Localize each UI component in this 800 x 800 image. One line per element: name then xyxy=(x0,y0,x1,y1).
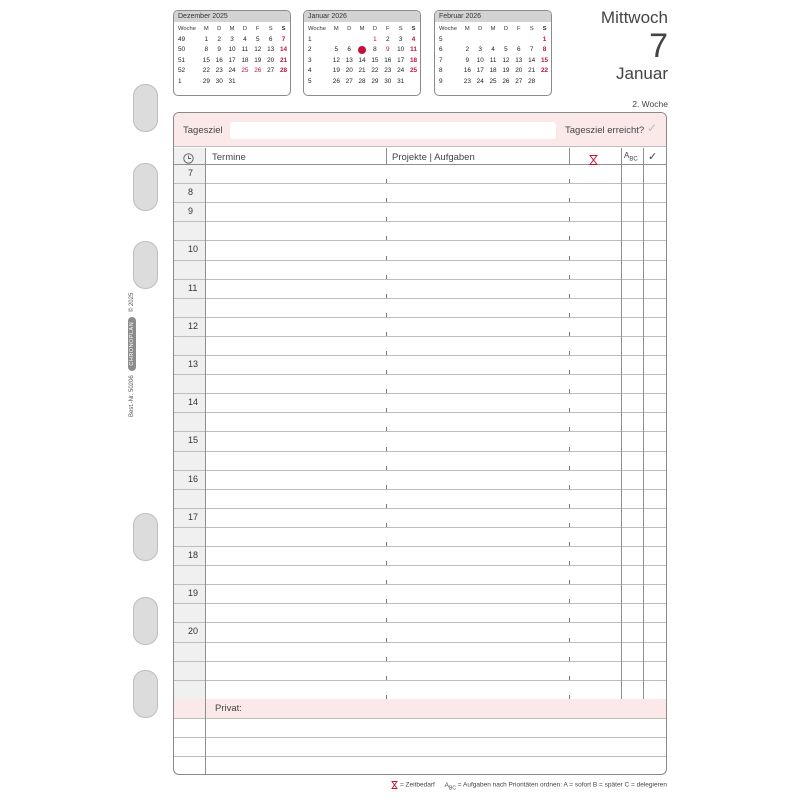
projects-header: Projekte | Aufgaben xyxy=(392,152,475,163)
calendar-header-cell: F xyxy=(517,26,521,33)
order-number: Best.-Nr. 50206 xyxy=(129,375,135,417)
calendar-day: 3 xyxy=(230,36,234,44)
column-tick xyxy=(569,485,570,489)
calendar-day: 6 xyxy=(347,46,351,54)
calendar-day: 28 xyxy=(358,77,366,85)
row-line xyxy=(174,298,667,299)
calendar-week-number: 51 xyxy=(178,56,186,64)
column-tick xyxy=(386,294,387,298)
private-row-line xyxy=(174,756,667,757)
clock-icon xyxy=(183,151,194,169)
calendar-day: 4 xyxy=(243,36,247,44)
column-tick xyxy=(386,256,387,260)
calendar-day: 13 xyxy=(267,46,275,54)
calendar-header-cell: Woche xyxy=(308,26,326,33)
calendar-day: 22 xyxy=(540,67,549,75)
calendar-day: 2 xyxy=(465,46,470,54)
column-tick xyxy=(569,370,570,374)
calendar-header-cell: M xyxy=(490,26,496,33)
row-line xyxy=(174,565,667,566)
calendar-day: 23 xyxy=(384,67,392,75)
column-tick xyxy=(386,236,387,240)
mini-calendar-title: Januar 2026 xyxy=(304,11,420,22)
row-line xyxy=(174,260,667,261)
column-tick xyxy=(386,427,387,431)
hour-label: 17 xyxy=(188,511,199,522)
column-tick xyxy=(386,485,387,489)
calendar-day: 28 xyxy=(279,67,288,75)
calendar-week-number: 1 xyxy=(178,77,182,85)
calendar-day: 14 xyxy=(358,56,366,64)
side-print xyxy=(128,293,136,417)
calendar-day: 24 xyxy=(476,77,484,85)
row-line xyxy=(174,431,667,432)
calendar-day xyxy=(499,34,512,44)
mini-calendar-title: Dezember 2025 xyxy=(174,11,290,22)
hour-label: 14 xyxy=(188,397,199,408)
calendar-header-cell: M xyxy=(464,26,470,33)
calendar-week-number: 6 xyxy=(439,46,443,54)
calendar-day: 23 xyxy=(463,77,471,85)
time-need-column-divider xyxy=(569,148,570,164)
calendar-day: 10 xyxy=(476,56,484,64)
calendar-day xyxy=(277,76,290,86)
calendar-day: 26 xyxy=(254,67,262,75)
calendar-day: 21 xyxy=(528,67,536,75)
done-column-divider xyxy=(643,148,644,699)
calendar-header-cell: D xyxy=(503,26,508,33)
row-line xyxy=(174,412,667,413)
calendar-header-cell: M xyxy=(229,26,235,33)
calendar-header-cell: S xyxy=(529,26,534,33)
goal-achieved-label: Tagesziel erreicht? xyxy=(565,125,645,136)
calendar-day: 5 xyxy=(334,46,339,54)
calendar-day: 27 xyxy=(345,77,353,85)
calendar-header-cell: S xyxy=(398,26,403,33)
column-tick xyxy=(386,179,387,183)
calendar-day: 3 xyxy=(478,46,482,54)
calendar-header-cell: D xyxy=(372,26,378,33)
calendar-day xyxy=(474,34,487,44)
calendar-header-cell: M xyxy=(203,26,209,33)
calendar-week-number: 3 xyxy=(308,56,312,64)
row-line xyxy=(174,508,667,509)
column-tick xyxy=(386,676,387,680)
calendar-day: 4 xyxy=(491,46,495,54)
calendar-day xyxy=(487,34,500,44)
hour-label: 20 xyxy=(188,626,199,637)
calendar-day: 5 xyxy=(504,46,508,54)
calendar-today-marker xyxy=(356,45,369,55)
column-tick xyxy=(386,332,387,336)
calendar-day: 17 xyxy=(476,67,484,75)
row-line xyxy=(174,603,667,604)
calendar-header-cell: D xyxy=(217,26,222,33)
calendar-header-cell: S xyxy=(268,26,273,33)
calendar-header-cell: S xyxy=(411,26,416,33)
calendar-day: 12 xyxy=(254,46,262,54)
row-line xyxy=(174,527,667,528)
hour-label: 7 xyxy=(188,168,194,178)
row-line xyxy=(174,661,667,662)
calendar-day: 16 xyxy=(215,56,223,64)
abc-header: $A_{BC}$ xyxy=(624,151,638,163)
punch-hole xyxy=(133,670,158,718)
column-tick xyxy=(569,599,570,603)
calendar-day xyxy=(538,76,551,86)
calendar-day xyxy=(264,76,277,86)
column-tick xyxy=(569,217,570,221)
calendar-day: 31 xyxy=(228,77,236,85)
calendar-day xyxy=(512,34,525,44)
hour-label: 13 xyxy=(188,359,199,369)
calendar-day: 20 xyxy=(267,56,275,64)
row-line xyxy=(174,279,667,280)
daily-goal-label: Tagesziel xyxy=(183,125,223,136)
hour-label: 15 xyxy=(188,435,199,446)
hour-label: 16 xyxy=(188,473,199,484)
column-tick xyxy=(386,657,387,661)
column-tick xyxy=(386,275,387,279)
column-tick xyxy=(386,599,387,603)
calendar-header-cell: M xyxy=(359,26,365,33)
column-tick xyxy=(386,618,387,622)
punch-hole xyxy=(133,163,158,211)
private-label: Privat: xyxy=(215,702,242,714)
row-line xyxy=(174,317,667,318)
column-tick xyxy=(569,236,570,240)
calendar-day: 17 xyxy=(228,56,236,64)
calendar-week-number: 9 xyxy=(439,77,443,85)
calendar-day: 16 xyxy=(384,56,392,64)
column-tick xyxy=(569,542,570,546)
calendar-day: 22 xyxy=(371,67,379,75)
calendar-day: 7 xyxy=(281,36,286,44)
calendar-day: 20 xyxy=(515,67,523,75)
abc-icon: $A_{BC}$ xyxy=(444,781,456,792)
today-dot-icon xyxy=(358,46,366,54)
calendar-day: 26 xyxy=(332,77,340,85)
calendar-day: 14 xyxy=(279,46,288,54)
calendar-day: 23 xyxy=(215,67,223,75)
row-line xyxy=(174,393,667,394)
calendar-day: 9 xyxy=(465,56,470,64)
calendar-day: 8 xyxy=(204,46,209,54)
calendar-header-cell: M xyxy=(333,26,339,33)
calendar-day xyxy=(407,76,420,86)
time-legend: = Zeitbedarf xyxy=(399,781,435,789)
calendar-day: 11 xyxy=(410,46,417,54)
calendar-day xyxy=(461,34,474,44)
hour-label: 12 xyxy=(188,320,199,331)
punch-hole xyxy=(133,513,158,561)
calendar-day: 7 xyxy=(529,46,534,54)
abc-column-divider xyxy=(621,148,622,699)
hourglass-icon xyxy=(391,781,398,789)
column-tick xyxy=(386,389,387,393)
calendar-week-number: 5 xyxy=(308,77,312,85)
calendar-header-cell: S xyxy=(542,26,547,33)
calendar-day: 12 xyxy=(332,56,340,64)
calendar-day: 11 xyxy=(489,56,497,64)
calendar-day: 1 xyxy=(542,36,547,44)
week-label: 2. Woche xyxy=(632,99,668,109)
mini-calendar-grid xyxy=(178,24,290,86)
calendar-day: 29 xyxy=(202,77,210,85)
column-tick xyxy=(386,561,387,565)
daily-goal-band xyxy=(174,113,666,147)
calendar-day: 26 xyxy=(502,77,510,85)
column-tick xyxy=(569,504,570,508)
calendar-day: 19 xyxy=(502,67,510,75)
day-number: 7 xyxy=(649,27,668,65)
calendar-day xyxy=(238,76,251,86)
column-tick xyxy=(569,561,570,565)
calendar-day: 20 xyxy=(345,67,353,75)
calendar-day: 19 xyxy=(254,56,262,64)
calendar-day: 19 xyxy=(332,67,340,75)
calendar-day: 30 xyxy=(215,77,223,85)
row-line xyxy=(174,470,667,471)
calendar-day: 28 xyxy=(528,77,536,85)
calendar-day: 30 xyxy=(384,77,392,85)
calendar-header-cell: D xyxy=(478,26,483,33)
row-line xyxy=(174,221,667,222)
column-tick xyxy=(569,408,570,412)
calendar-header-cell: S xyxy=(281,26,286,33)
calendar-day: 24 xyxy=(228,67,236,75)
column-tick xyxy=(386,542,387,546)
calendar-day: 25 xyxy=(241,67,249,75)
calendar-day: 15 xyxy=(371,56,379,64)
hour-label: 9 xyxy=(188,206,194,217)
calendar-week-number: 8 xyxy=(439,67,443,75)
row-line xyxy=(174,202,667,203)
goal-achieved-check-icon[interactable]: ✓ xyxy=(647,121,658,135)
daily-goal-field[interactable] xyxy=(230,122,556,139)
calendar-day: 3 xyxy=(398,36,403,44)
calendar-day: 11 xyxy=(241,46,249,54)
column-tick xyxy=(569,275,570,279)
footer-legend xyxy=(391,781,667,791)
calendar-day xyxy=(343,34,356,44)
hourglass-icon xyxy=(589,152,598,170)
calendar-day: 4 xyxy=(411,36,416,44)
column-tick xyxy=(569,198,570,202)
calendar-day: 2 xyxy=(386,36,390,44)
calendar-week-number: 2 xyxy=(308,46,312,54)
row-line xyxy=(174,680,667,681)
calendar-day: 8 xyxy=(373,46,377,54)
calendar-week-number: 52 xyxy=(178,67,186,75)
calendar-day: 6 xyxy=(268,36,273,44)
hour-label: 8 xyxy=(188,187,194,198)
calendar-header-cell: D xyxy=(242,26,247,33)
column-tick xyxy=(386,504,387,508)
row-line xyxy=(174,584,667,585)
calendar-day: 13 xyxy=(515,56,523,64)
calendar-day xyxy=(356,34,369,44)
calendar-day: 6 xyxy=(516,46,521,54)
day-planner xyxy=(173,112,667,775)
calendar-week-number: 50 xyxy=(178,46,186,54)
column-tick xyxy=(386,370,387,374)
column-tick xyxy=(569,580,570,584)
column-tick xyxy=(569,389,570,393)
punch-hole xyxy=(133,241,158,289)
column-tick xyxy=(569,427,570,431)
column-tick xyxy=(569,179,570,183)
column-tick xyxy=(386,447,387,451)
brand-logo: CHRONOPLAN xyxy=(128,317,136,371)
calendar-day xyxy=(525,34,538,44)
column-tick xyxy=(569,523,570,527)
column-tick xyxy=(386,351,387,355)
calendar-week-number: 4 xyxy=(308,67,312,75)
calendar-day xyxy=(330,34,343,44)
column-tick xyxy=(569,256,570,260)
column-tick xyxy=(386,217,387,221)
calendar-day: 18 xyxy=(409,56,418,64)
row-line xyxy=(174,355,667,356)
calendar-day: 25 xyxy=(409,67,418,75)
calendar-day: 31 xyxy=(397,77,405,85)
calendar-header-cell: Woche xyxy=(439,26,457,33)
column-tick xyxy=(386,198,387,202)
calendar-header-cell: D xyxy=(347,26,352,33)
calendar-day: 25 xyxy=(489,77,497,85)
abc-legend: = Aufgaben nach Prioritäten ordnen: A = sofort B = später C = delegieren xyxy=(457,781,667,789)
column-tick xyxy=(569,638,570,642)
copyright: © 2025 xyxy=(129,292,135,313)
punch-hole xyxy=(133,597,158,645)
calendar-day: 21 xyxy=(358,67,366,75)
calendar-day: 16 xyxy=(463,67,471,75)
calendar-day: 15 xyxy=(540,56,549,64)
private-band xyxy=(174,699,666,718)
calendar-week-number: 5 xyxy=(439,36,443,44)
calendar-day: 17 xyxy=(397,56,405,64)
column-tick xyxy=(569,447,570,451)
mini-calendar-december xyxy=(173,10,291,96)
row-line xyxy=(174,183,667,184)
column-tick xyxy=(386,313,387,317)
row-line xyxy=(174,642,667,643)
private-row-line xyxy=(174,737,667,738)
row-line xyxy=(174,451,667,452)
row-line xyxy=(174,546,667,547)
calendar-day: 9 xyxy=(386,46,390,54)
calendar-day: 18 xyxy=(489,67,497,75)
hour-label: 11 xyxy=(188,282,198,293)
calendar-day: 8 xyxy=(542,46,547,54)
column-tick xyxy=(569,466,570,470)
column-tick xyxy=(569,313,570,317)
calendar-day: 27 xyxy=(267,67,275,75)
calendar-day: 1 xyxy=(373,36,377,44)
calendar-day xyxy=(251,76,264,86)
row-line xyxy=(174,374,667,375)
month-label: Januar xyxy=(616,64,668,83)
row-line xyxy=(174,622,667,623)
calendar-day: 15 xyxy=(202,56,210,64)
mini-calendar-title: Februar 2026 xyxy=(435,11,551,22)
column-tick xyxy=(569,657,570,661)
column-tick xyxy=(569,618,570,622)
column-tick xyxy=(569,676,570,680)
calendar-week-number: 1 xyxy=(308,36,312,44)
column-tick xyxy=(386,638,387,642)
calendar-week-number: 7 xyxy=(439,56,443,64)
calendar-header-cell: F xyxy=(256,26,260,33)
calendar-header-cell: F xyxy=(386,26,390,33)
calendar-day: 10 xyxy=(397,46,405,54)
row-line xyxy=(174,718,667,719)
time-column-divider xyxy=(205,148,206,775)
mini-calendar-grid xyxy=(439,24,551,86)
appointments-header: Termine xyxy=(212,152,246,163)
column-tick xyxy=(386,408,387,412)
row-line xyxy=(174,489,667,490)
calendar-day: 13 xyxy=(345,56,353,64)
punch-hole xyxy=(133,84,158,132)
mini-calendar-january xyxy=(303,10,421,96)
calendar-header-cell: Woche xyxy=(178,26,196,33)
mini-calendar-february xyxy=(434,10,552,96)
hour-label: 10 xyxy=(188,244,199,255)
row-line xyxy=(174,240,667,241)
done-header-check-icon: ✓ xyxy=(648,151,658,163)
calendar-day: 9 xyxy=(217,46,221,54)
calendar-day: 5 xyxy=(255,36,260,44)
hour-label: 19 xyxy=(188,588,199,599)
calendar-day: 29 xyxy=(371,77,379,85)
column-tick xyxy=(386,523,387,527)
calendar-day: 14 xyxy=(528,56,536,64)
calendar-day: 12 xyxy=(502,56,510,64)
column-tick xyxy=(569,294,570,298)
projects-column-divider xyxy=(386,148,387,164)
column-tick xyxy=(386,580,387,584)
mini-calendar-grid xyxy=(308,24,420,86)
column-tick xyxy=(386,466,387,470)
column-tick xyxy=(569,351,570,355)
calendar-day: 21 xyxy=(279,56,288,64)
calendar-day: 18 xyxy=(241,56,249,64)
weekday-label: Mittwoch xyxy=(600,8,668,27)
calendar-day: 2 xyxy=(217,36,221,44)
calendar-day: 22 xyxy=(202,67,210,75)
column-tick xyxy=(569,332,570,336)
hour-label: 18 xyxy=(188,550,199,560)
calendar-week-number: 49 xyxy=(178,36,186,44)
row-line xyxy=(174,336,667,337)
calendar-day: 27 xyxy=(515,77,523,85)
calendar-day: 24 xyxy=(397,67,405,75)
calendar-day: 1 xyxy=(204,36,209,44)
calendar-day: 10 xyxy=(228,46,236,54)
